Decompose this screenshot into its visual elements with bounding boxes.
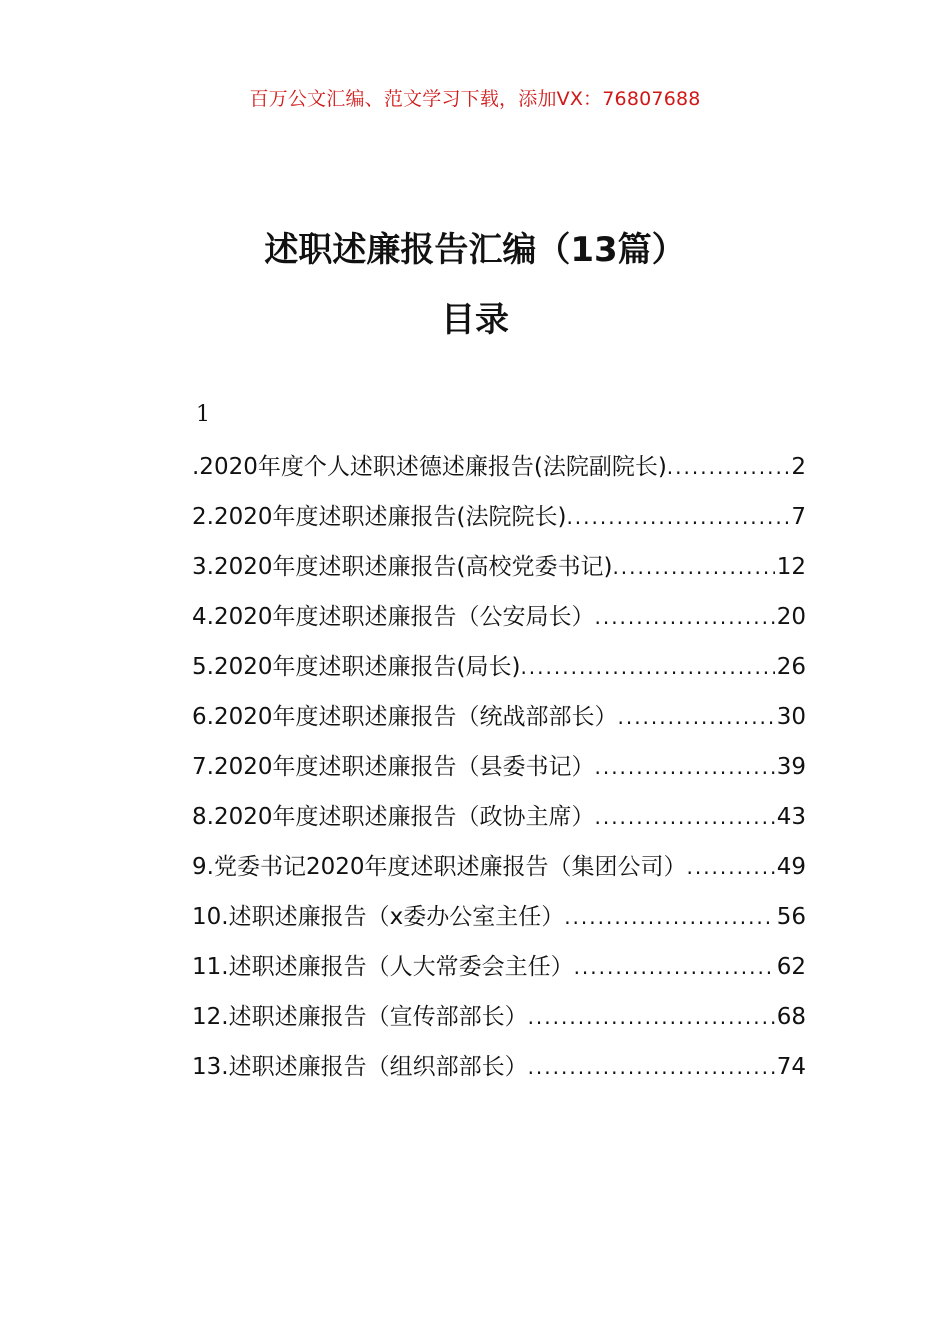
- toc-entry[interactable]: [192, 596, 806, 646]
- toc-entry-title: 12.述职述廉报告（宣传部部长）: [192, 1004, 528, 1030]
- toc-leader-dots: [617, 696, 774, 738]
- document-title: 述职述廉报告汇编（13篇）: [264, 230, 686, 270]
- toc-entry[interactable]: [192, 996, 806, 1046]
- toc-leader-dots: [594, 746, 774, 788]
- toc-entry-page: 2: [791, 454, 806, 480]
- toc-entry-page: 39: [776, 754, 806, 780]
- toc-entry-page: 68: [776, 1004, 806, 1030]
- toc-entry-title: 2.2020年度述职述廉报告(法院院长): [192, 504, 567, 530]
- toc-entry-title: 9.党委书记2020年度述职述廉报告（集团公司）: [192, 854, 687, 880]
- toc-entry[interactable]: [192, 546, 806, 596]
- toc-leader-dots: [574, 946, 775, 988]
- toc-entry[interactable]: [192, 696, 806, 746]
- toc-entry-page: 26: [776, 654, 806, 680]
- toc-leader-dots: [566, 496, 789, 538]
- toc-leader-dots: [686, 846, 774, 888]
- toc-entry-page: 43: [776, 804, 806, 830]
- toc-entry-page: 12: [776, 554, 806, 580]
- toc-entry-title: .2020年度个人述职述德述廉报告(法院副院长): [192, 454, 667, 480]
- toc-entry[interactable]: [192, 496, 806, 546]
- toc-entry-title: 3.2020年度述职述廉报告(高校党委书记): [192, 554, 613, 580]
- toc-entry-page: 62: [776, 954, 806, 980]
- toc-entry-page: 56: [776, 904, 806, 930]
- toc-entry-title: 13.述职述廉报告（组织部部长）: [192, 1054, 528, 1080]
- toc-entry-page: 7: [791, 504, 806, 530]
- toc-entry-title: 7.2020年度述职述廉报告（县委书记）: [192, 754, 595, 780]
- toc-entry[interactable]: [192, 846, 806, 896]
- toc-leader-dots: [612, 546, 774, 588]
- toc-entry[interactable]: [192, 446, 806, 496]
- toc-entry[interactable]: [192, 746, 806, 796]
- toc-entry-title: 8.2020年度述职述廉报告（政协主席）: [192, 804, 595, 830]
- toc-entry-page: 49: [776, 854, 806, 880]
- toc-entry[interactable]: [192, 1046, 806, 1096]
- toc-entry-title: 11.述职述廉报告（人大常委会主任）: [192, 954, 574, 980]
- toc-leader-dots: [528, 996, 775, 1038]
- toc-leader-dots: [667, 446, 790, 488]
- toc-leader-dots: [594, 796, 774, 838]
- toc-heading: 目录: [441, 300, 509, 340]
- toc-entry-page: 30: [776, 704, 806, 730]
- toc-entry[interactable]: [192, 946, 806, 996]
- toc-entry-page: 74: [776, 1054, 806, 1080]
- toc-entry-title: 6.2020年度述职述廉报告（统战部部长）: [192, 704, 618, 730]
- toc-entry[interactable]: [192, 646, 806, 696]
- toc-entry-title: 4.2020年度述职述廉报告（公安局长）: [192, 604, 595, 630]
- toc-leader-dots: [520, 646, 774, 688]
- toc-entry-title: 5.2020年度述职述廉报告(局长): [192, 654, 521, 680]
- toc-entry-title: 10.述职述廉报告（x委办公室主任）: [192, 904, 565, 930]
- toc-leader-dots: [564, 896, 775, 938]
- toc-entry[interactable]: [192, 796, 806, 846]
- toc-entry[interactable]: [192, 896, 806, 946]
- table-of-contents: [192, 446, 806, 1096]
- toc-prefix-number: 1: [196, 402, 210, 427]
- header-note: 百万公文汇编、范文学习下载，添加VX：76807688: [249, 88, 701, 110]
- toc-entry-page: 20: [776, 604, 806, 630]
- toc-leader-dots: [594, 596, 774, 638]
- toc-leader-dots: [528, 1046, 775, 1088]
